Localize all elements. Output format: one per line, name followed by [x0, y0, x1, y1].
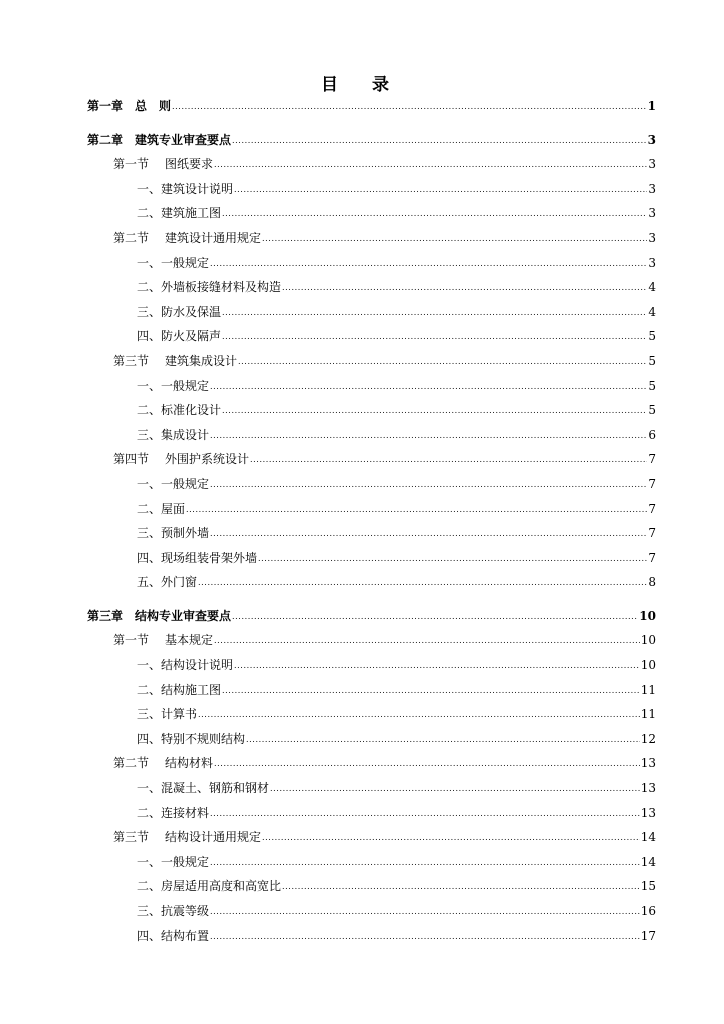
dot-leader: [282, 878, 640, 892]
toc-entry-item[interactable]: [87, 927, 656, 952]
toc-entry-number: 第一章: [87, 99, 124, 113]
dot-leader: [222, 402, 647, 416]
dot-leader: [186, 501, 647, 515]
dot-leader: [214, 755, 640, 769]
toc-entry-label: 一、结构设计说明: [137, 658, 234, 673]
toc-entry-label: 基本规定: [165, 633, 214, 648]
toc-entry-item[interactable]: [87, 204, 656, 229]
toc-entry-number: 第一节: [113, 633, 150, 648]
toc-entry-section[interactable]: [87, 828, 656, 853]
toc-entry-page-number: 10: [639, 608, 656, 623]
toc-entry-page-number: 17: [640, 928, 656, 943]
dot-leader: [222, 205, 647, 219]
toc-entry-number: 第三章: [87, 608, 124, 623]
toc-entry-item[interactable]: [87, 804, 656, 829]
toc-entry-number: 第一节: [113, 157, 150, 172]
toc-entry-number: 第三节: [113, 353, 150, 368]
toc-entry-page-number: 7: [648, 501, 656, 516]
toc-entry-label: 一、一般规定: [137, 476, 210, 491]
toc-entry-label: 一、一般规定: [137, 854, 210, 869]
toc-entry-section[interactable]: [87, 754, 656, 779]
toc-entry-page-number: 8: [648, 575, 656, 590]
toc-entry-label: 二、屋面: [137, 501, 186, 516]
toc-entry-section[interactable]: [87, 352, 656, 377]
toc-entry-label: 二、标准化设计: [137, 403, 222, 418]
toc-entry-page-number: 3: [648, 206, 656, 221]
toc-entry-page-number: 7: [648, 550, 656, 565]
toc-entry-label: 外围护系统设计: [165, 452, 250, 467]
toc-entry-label: 二、连接材料: [137, 805, 210, 820]
toc-entry-label: 结构材料: [165, 756, 214, 771]
toc-entry-section[interactable]: [87, 155, 656, 180]
toc-entry-page-number: 5: [648, 403, 656, 418]
toc-entry-item[interactable]: [87, 401, 656, 426]
dot-leader: [198, 706, 640, 720]
toc-entry-label: 建筑专业审查要点: [135, 132, 232, 147]
dot-leader: [232, 608, 638, 622]
dot-leader: [198, 574, 647, 588]
dot-leader: [250, 451, 647, 465]
toc-entry-label: 三、防水及保温: [137, 304, 222, 319]
dot-leader: [270, 780, 640, 794]
toc-entry-item[interactable]: [87, 730, 656, 755]
toc-entry-page-number: 13: [640, 756, 656, 771]
toc-entry-page-number: 10: [640, 633, 656, 648]
toc-entry-number: 第二节: [113, 230, 150, 245]
toc-entry-page-number: 7: [648, 476, 656, 491]
toc-entry-label: 一、一般规定: [137, 255, 210, 270]
toc-entry-item[interactable]: [87, 278, 656, 303]
toc-entry-item[interactable]: [87, 902, 656, 927]
toc-entry-page-number: 4: [648, 304, 656, 319]
toc-entry-item[interactable]: [87, 303, 656, 328]
toc-entry-item[interactable]: [87, 426, 656, 451]
toc-entry-page-number: 4: [648, 280, 656, 295]
toc-entry-label: 建筑集成设计: [165, 353, 238, 368]
toc-entry-chapter[interactable]: [87, 131, 656, 156]
toc-entry-label: 五、外门窗: [137, 575, 198, 590]
toc-entry-page-number: 11: [640, 707, 656, 722]
dot-leader: [282, 279, 647, 293]
toc-entry-label: 结构设计通用规定: [165, 830, 262, 845]
toc-entry-label: 一、一般规定: [137, 378, 210, 393]
table-of-contents: [87, 97, 656, 951]
dot-leader: [210, 854, 640, 868]
toc-entry-label: 四、防火及隔声: [137, 329, 222, 344]
dot-leader: [232, 132, 647, 146]
toc-entry-item[interactable]: [87, 549, 656, 574]
toc-entry-number: 第三节: [113, 830, 150, 845]
toc-entry-item[interactable]: [87, 254, 656, 279]
dot-leader: [258, 550, 647, 564]
toc-entry-label: 三、计算书: [137, 707, 198, 722]
toc-entry-section[interactable]: [87, 450, 656, 475]
toc-entry-page-number: 3: [648, 157, 656, 172]
toc-entry-page-number: 3: [647, 132, 656, 147]
toc-entry-number: 第二章: [87, 132, 124, 147]
toc-entry-page-number: 7: [648, 526, 656, 541]
toc-entry-label: 三、集成设计: [137, 427, 210, 442]
dot-leader: [210, 476, 647, 490]
toc-entry-item[interactable]: [87, 573, 656, 598]
toc-entry-item[interactable]: [87, 853, 656, 878]
dot-leader: [262, 829, 640, 843]
toc-entry-page-number: 3: [648, 181, 656, 196]
toc-entry-page-number: 3: [648, 230, 656, 245]
dot-leader: [210, 525, 647, 539]
toc-entry-page-number: 11: [640, 682, 656, 697]
dot-leader: [210, 378, 647, 392]
toc-entry-page-number: 1: [647, 99, 656, 113]
toc-entry-label: 结构专业审查要点: [135, 608, 232, 623]
toc-entry-page-number: 5: [648, 378, 656, 393]
toc-entry-label: 二、房屋适用高度和高宽比: [137, 879, 282, 894]
dot-leader: [210, 255, 647, 269]
toc-entry-page-number: 5: [648, 329, 656, 344]
toc-entry-item[interactable]: [87, 180, 656, 205]
toc-entry-label: 四、特别不规则结构: [137, 731, 246, 746]
toc-entry-chapter[interactable]: [87, 97, 656, 122]
toc-entry-item[interactable]: [87, 705, 656, 730]
toc-entry-label: 四、结构布置: [137, 928, 210, 943]
toc-entry-number: 第四节: [113, 452, 150, 467]
toc-entry-page-number: 13: [640, 805, 656, 820]
dot-leader: [238, 353, 647, 367]
toc-entry-page-number: 7: [648, 452, 656, 467]
toc-entry-page-number: 13: [640, 781, 656, 796]
toc-entry-page-number: 14: [640, 854, 656, 869]
toc-entry-label: 三、预制外墙: [137, 526, 210, 541]
page-title: 目 录: [321, 75, 403, 95]
toc-entry-item[interactable]: [87, 327, 656, 352]
toc-entry-page-number: 10: [640, 658, 656, 673]
toc-entry-number: 第二节: [113, 756, 150, 771]
toc-entry-item[interactable]: [87, 681, 656, 706]
dot-leader: [234, 181, 647, 195]
toc-entry-label: 图纸要求: [165, 157, 214, 172]
toc-entry-item[interactable]: [87, 475, 656, 500]
dot-leader: [222, 304, 647, 318]
toc-entry-item[interactable]: [87, 656, 656, 681]
dot-leader: [210, 805, 640, 819]
toc-entry-label: 二、结构施工图: [137, 682, 222, 697]
dot-leader: [214, 156, 647, 170]
toc-entry-label: 二、建筑施工图: [137, 206, 222, 221]
dot-leader: [222, 682, 640, 696]
toc-entry-item[interactable]: [87, 377, 656, 402]
toc-entry-chapter[interactable]: [87, 607, 656, 632]
dot-leader: [210, 427, 647, 441]
dot-leader: [262, 230, 647, 244]
toc-entry-item[interactable]: [87, 877, 656, 902]
toc-entry-page-number: 6: [648, 427, 656, 442]
toc-entry-item[interactable]: [87, 524, 656, 549]
toc-entry-page-number: 15: [640, 879, 656, 894]
toc-entry-label: 一、混凝土、钢筋和钢材: [137, 781, 270, 796]
toc-entry-page-number: 3: [648, 255, 656, 270]
toc-entry-label: 三、抗震等级: [137, 904, 210, 918]
toc-entry-page-number: 14: [640, 830, 656, 845]
toc-entry-label: 二、外墙板接缝材料及构造: [137, 280, 282, 295]
dot-leader: [172, 98, 647, 112]
toc-entry-section[interactable]: [87, 229, 656, 254]
dot-leader: [210, 928, 640, 942]
toc-entry-page-number: 5: [648, 353, 656, 368]
toc-entry-section[interactable]: [87, 631, 656, 656]
toc-entry-page-number: 16: [640, 904, 656, 918]
dot-leader: [246, 731, 640, 745]
toc-entry-item[interactable]: [87, 779, 656, 804]
toc-entry-item[interactable]: [87, 500, 656, 525]
dot-leader: [234, 657, 640, 671]
toc-entry-label: 建筑设计通用规定: [165, 230, 262, 245]
dot-leader: [210, 903, 640, 917]
dot-leader: [214, 632, 640, 646]
toc-entry-page-number: 12: [640, 731, 656, 746]
toc-entry-label: 四、现场组装骨架外墙: [137, 550, 258, 565]
toc-entry-label: 总 则: [135, 99, 172, 113]
toc-entry-label: 一、建筑设计说明: [137, 181, 234, 196]
dot-leader: [222, 328, 647, 342]
